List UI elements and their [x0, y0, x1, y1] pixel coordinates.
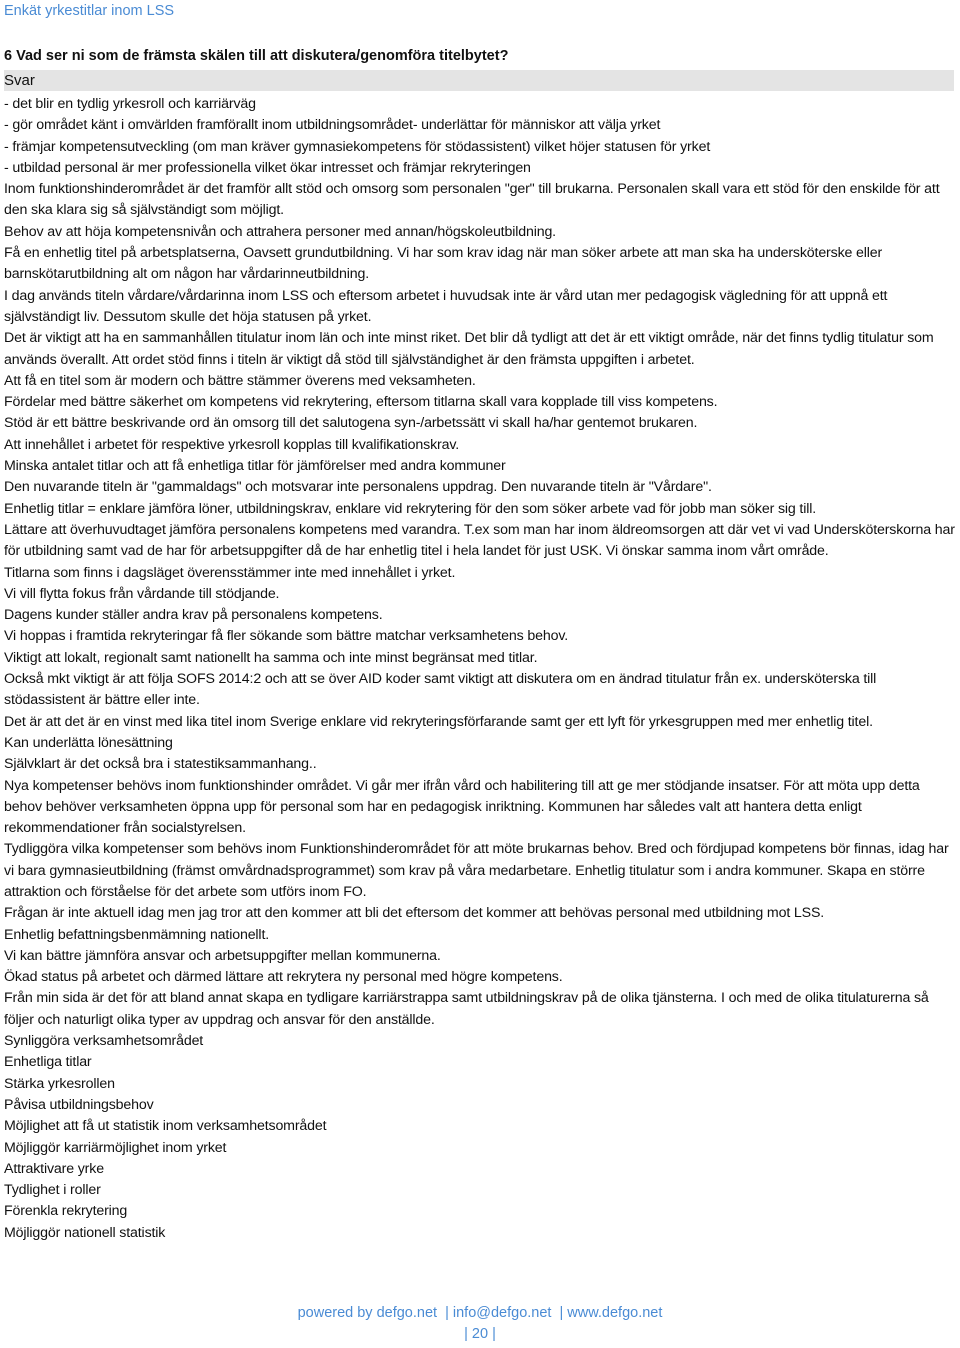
answer-item: - främjar kompetensutveckling (om man kräver gymnasiekompetens för stödassistent) vilket höjer statusen för yrket [4, 138, 711, 155]
powered-by-link[interactable]: powered by defgo.net [297, 1305, 438, 1321]
answer-item: Ökad status på arbetet och därmed lättare att rekrytera ny personal med högre kompetens. [4, 969, 563, 986]
page-number-separator: | [492, 1326, 496, 1342]
page-number-row [0, 1326, 960, 1342]
answer-item: - det blir en tydlig yrkesroll och karriärväg [4, 96, 256, 112]
answer-item: Tydliggöra vilka kompetenser som behövs inom Funktionshinderområdet för att möte brukarnas behov. Bred och fördjupad kompetens bör finnas, idag har vi bara gymnasieutbildning (främst omvårdnadsprogrammet) som krav på våra medarbetare. Enhetlig titulatur som i andra kommuner. Skapa en större attraktion och förståelse för det arbete som utförs inom FO. [4, 841, 949, 900]
answer-item: Det är viktigt att ha en sammanhållen titulatur inom län och inte minst riket. Det blir då tydligt att det är ett viktigt område, när det finns tydlig titulatur som används överallt. Att ordet stöd finns i titeln är viktigt då stöd till självständighet är den främsta uppgiften i arbetet. [4, 330, 934, 368]
question-heading: 6 Vad ser ni som de främsta skälen till att diskutera/genomföra titelbytet? [4, 48, 509, 64]
answer-item: Vi hoppas i framtida rekryteringar få fler sökande som bättre matchar verksamhetens behov. [4, 628, 568, 645]
document-title: Enkät yrkestitlar inom LSS [4, 3, 175, 19]
answer-list [4, 94, 956, 1244]
answer-item: Att få en titel som är modern och bättre stämmer överens med veksamheten. [4, 372, 476, 389]
answer-item: I dag används titeln vårdare/vårdarinna inom LSS och eftersom arbetet i huvudsak inte är vård utan mer pedagogisk vägledning för att uppnå ett självständigt liv. Dessutom skulle det höja statusen på yrket. [4, 287, 888, 325]
answer-item: Möjliggör karriärmöjlighet inom yrket [4, 1139, 227, 1156]
answer-item: Enhetlig befattningsbenmämning nationellt. [4, 926, 270, 943]
page-number: 20 [471, 1326, 489, 1342]
answer-item: Dagens kunder ställer andra krav på personalens kompetens. [4, 607, 383, 624]
answer-item: Möjliggör nationell statistik [4, 1224, 166, 1241]
answer-item: Kan underlätta lönesättning [4, 734, 173, 751]
answer-item: Fördelar med bättre säkerhet om kompetens vid rekrytering, eftersom titlarna skall vara kopplade till viss kompetens. [4, 394, 718, 411]
answer-item: Vi vill flytta fokus från vårdande till stödjande. [4, 585, 280, 602]
email-link[interactable]: info@defgo.net [452, 1305, 552, 1321]
answer-item: Attraktivare yrke [4, 1160, 104, 1177]
answer-item: Frågan är inte aktuell idag men jag tror att den kommer att bli det eftersom det kommer att behövas personal med utbildning mot LSS. [4, 905, 825, 922]
answer-item: Det är att det är en vinst med lika titel inom Sverige enklare vid rekryteringsförfarande samt ger ett lyft för yrkesgruppen med mer enhetlig titel. [4, 713, 873, 730]
answer-item: Nya kompetenser behövs inom funktionshinder området. Vi går mer ifrån vård och habilitering till att ge mer stödjande insatser. För att möta upp detta behov behöver verksamheten öppna upp för personal som har en pedagogisk inriktning. Kommunen har således valt att hantera detta enligt rekommendationer från socialstyrelsen. [4, 777, 920, 837]
answer-item: Stöd är ett bättre beskrivande ord än omsorg till det salutogena syn-/arbetssätt vi skall ha/har gentemot brukaren. [4, 415, 698, 432]
answer-item: Titlarna som finns i dagsläget överensstämmer inte med innehållet i yrket. [4, 564, 456, 581]
answer-item: - gör området känt i omvärlden framförallt inom utbildningsområdet- underlättar för människor att välja yrket [4, 117, 661, 134]
footer-separator: | [559, 1305, 564, 1321]
page-number-separator: | [464, 1326, 468, 1342]
answer-item: Viktigt att lokalt, regionalt samt nationellt ha samma och inte minst begränsat med titlar. [4, 649, 538, 666]
answer-item: Den nuvarande titeln är "gammaldags" och motsvarar inte personalens uppdrag. Den nuvarande titeln är "Vårdare". [4, 479, 712, 496]
answer-item: Självklart är det också bra i statestiksammanhang.. [4, 756, 317, 773]
answer-item: Stärka yrkesrollen [4, 1075, 115, 1092]
answer-item: Inom funktionshinderområdet är det framför allt stöd och omsorg som personalen "ger" till brukarna. Personalen skall vara ett stöd för den enskilde för att den ska klara sig så självständigt som möjligt. [4, 181, 940, 219]
website-link[interactable]: www.defgo.net [567, 1305, 663, 1321]
answer-item: Synliggöra verksamhetsområdet [4, 1033, 204, 1050]
answer-item: Att innehållet i arbetet för respektive yrkesroll kopplas till kvalifikationskrav. [4, 436, 460, 453]
answer-item: Behov av att höja kompetensnivån och attrahera personer med annan/högskoleutbildning. [4, 223, 556, 240]
answer-item: Påvisa utbildningsbehov [4, 1096, 154, 1113]
footer-separator: | [445, 1305, 449, 1321]
answer-item: Minska antalet titlar och att få enhetliga titlar för jämförelser med andra kommuner [4, 458, 506, 475]
answer-item: Få en enhetlig titel på arbetsplatserna, Oavsett grundutbildning. Vi har som krav idag när man söker arbete att man ska ha undersköterske eller barnskötarutbildning alt om någon har vårdarinneutbildning. [4, 245, 883, 283]
answer-item: - utbildad personal är mer professionella vilket ökar intresset och främjar rekryteringen [4, 159, 531, 176]
answer-item: Lättare att överhuvudtaget jämföra personalens kompetens med varandra. T.ex som man har inom äldreomsorgen att där vet vi vad Undersköterskorna har för utbildning samt vad de har för arbetsuppgifter då de har enhetlig titel i hela landet för just USK. Vi önskar samma inom vårt område. [4, 521, 955, 560]
answer-item: Tydlighet i roller [4, 1182, 101, 1199]
answer-item: Från min sida är det för att bland annat skapa en tydligare karriärstrappa samt utbildningskrav på de olika tjänsterna. I och med de olika titulaturerna så följer och naturligt olika typer av uppdrag och ansvar för den anställde. [4, 990, 929, 1028]
answer-item: Förenkla rekrytering [4, 1203, 128, 1220]
answer-header: Svar [4, 70, 954, 91]
footer [0, 1305, 960, 1321]
answer-item: Möjlighet att få ut statistik inom verksamhetsområdet [4, 1118, 327, 1135]
answer-item: Enhetliga titlar [4, 1054, 92, 1071]
answer-item: Vi kan bättre jämnföra ansvar och arbetsuppgifter mellan kommunerna. [4, 947, 441, 964]
answer-item: Enhetlig titlar = enklare jämföra löner, utbildningskrav, enklare vid rekrytering för den som söker arbete vad för jobb man söker sig till. [4, 500, 817, 517]
answer-item: Också mkt viktigt är att följa SOFS 2014:2 och att se över AID koder samt viktigt att diskutera om en ändrad titulatur från ex. undersköterska till stödassistent är bättre eller inte. [4, 671, 877, 709]
